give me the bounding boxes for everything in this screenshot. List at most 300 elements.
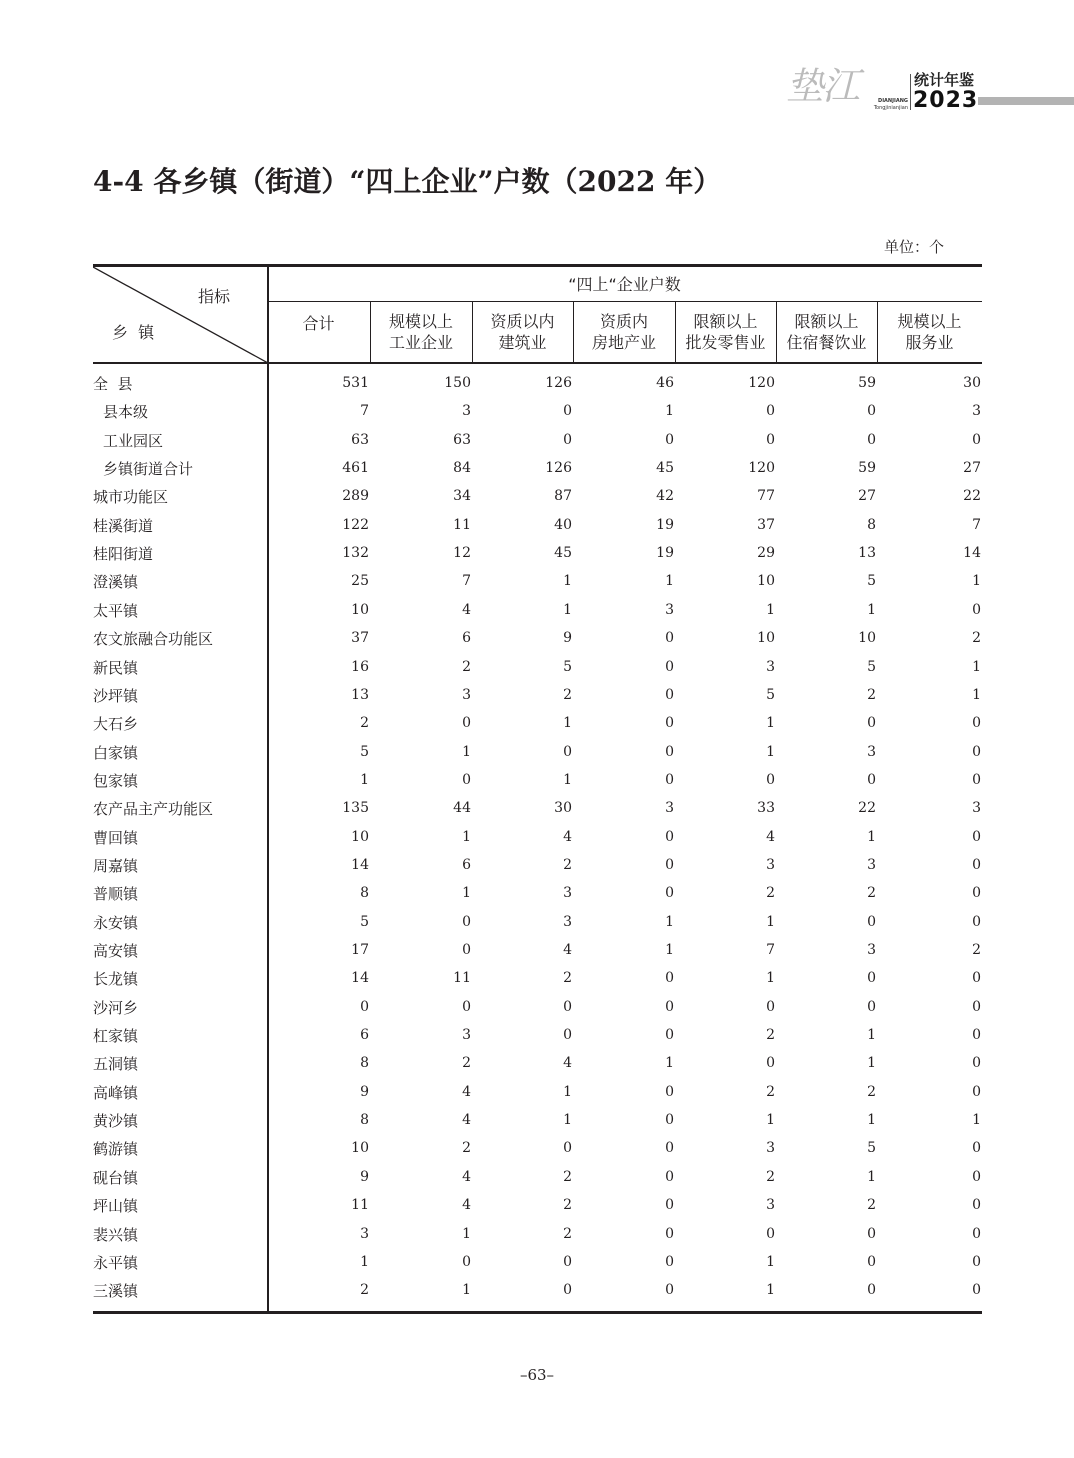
table-row: [93, 1110, 982, 1138]
cell-value: 122: [342, 516, 369, 533]
cell-value: 16: [351, 658, 369, 675]
cell-value: 59: [858, 460, 876, 477]
cell-value: 3: [360, 1225, 369, 1242]
column-header: [776, 311, 877, 353]
cell-value: 2: [766, 885, 775, 902]
cell-value: 1: [462, 1225, 471, 1242]
logo-pinyin: DIANJIANG: [878, 98, 908, 104]
cell-value: 0: [867, 1282, 876, 1299]
cell-value: 2: [867, 1197, 876, 1214]
cell-value: 0: [665, 1083, 674, 1100]
cell-value: 2: [563, 1168, 572, 1185]
cell-value: 0: [972, 431, 981, 448]
table-row: [93, 968, 982, 996]
cell-value: 0: [972, 743, 981, 760]
cell-value: 0: [563, 1027, 572, 1044]
cell-value: 0: [867, 1253, 876, 1270]
cell-value: 0: [972, 828, 981, 845]
cell-value: 3: [462, 686, 471, 703]
cell-value: 10: [757, 630, 775, 647]
column-header-line: 规模以上: [388, 312, 453, 331]
row-label: 农产品主产功能区: [93, 800, 214, 819]
column-header-line: 住宿餐饮业: [786, 333, 867, 352]
cell-value: 1: [867, 1168, 876, 1185]
table-row: [93, 1053, 982, 1081]
column-header: [472, 311, 573, 353]
cell-value: 0: [462, 1253, 471, 1270]
cell-value: 5: [867, 1140, 876, 1157]
cell-value: 1: [867, 1027, 876, 1044]
cell-value: 13: [858, 545, 876, 562]
cell-value: 1: [462, 828, 471, 845]
cell-value: 8: [360, 1055, 369, 1072]
cell-value: 4: [563, 828, 572, 845]
cell-value: 19: [656, 545, 674, 562]
cell-value: 0: [665, 1253, 674, 1270]
cell-value: 46: [656, 375, 674, 391]
cell-value: 4: [462, 1112, 471, 1129]
cell-value: 42: [656, 488, 674, 505]
cell-value: 2: [766, 1083, 775, 1100]
cell-value: 0: [867, 998, 876, 1015]
cell-value: 2: [972, 942, 981, 958]
logo-divider: [910, 74, 911, 110]
cell-value: 289: [342, 488, 369, 505]
cell-value: 6: [462, 630, 471, 647]
cell-value: 120: [748, 460, 775, 477]
column-header-line: 合计: [302, 314, 335, 333]
cell-value: 45: [656, 460, 674, 477]
row-label: 黄沙镇: [93, 1112, 139, 1131]
cell-value: 14: [351, 856, 369, 873]
cell-value: 0: [972, 913, 981, 930]
row-label: 高安镇: [93, 942, 139, 960]
cell-value: 0: [972, 1027, 981, 1044]
row-label: 坪山镇: [93, 1197, 139, 1216]
table-bottom-rule: [93, 1311, 982, 1314]
cell-value: 2: [462, 658, 471, 675]
cell-value: 2: [766, 1168, 775, 1185]
cell-value: 22: [963, 488, 981, 505]
cell-value: 0: [972, 715, 981, 732]
cell-value: 0: [972, 1282, 981, 1299]
cell-value: 27: [963, 460, 981, 477]
cell-value: 14: [963, 545, 981, 562]
cell-value: 4: [563, 942, 572, 958]
column-header: [370, 311, 472, 353]
column-header-line: 建筑业: [498, 333, 547, 352]
cell-value: 45: [554, 545, 572, 562]
column-header-line: 资质内: [599, 312, 648, 331]
cell-value: 19: [656, 516, 674, 533]
cell-value: 17: [351, 942, 369, 958]
cell-value: 2: [360, 715, 369, 732]
cell-value: 531: [342, 375, 369, 391]
cell-value: 0: [665, 885, 674, 902]
cell-value: 0: [972, 970, 981, 987]
table-row: [93, 1082, 982, 1110]
cell-value: 0: [665, 1282, 674, 1299]
table-row: [93, 685, 982, 713]
table-row: [93, 1138, 982, 1166]
table-row: [93, 657, 982, 685]
cell-value: 0: [972, 1197, 981, 1214]
cell-value: 0: [972, 1225, 981, 1242]
logo-pinyin-sub: Tongjinianjian: [873, 105, 908, 111]
cell-value: 0: [665, 743, 674, 760]
cell-value: 0: [563, 998, 572, 1015]
cell-value: 0: [665, 1225, 674, 1242]
cell-value: 27: [858, 488, 876, 505]
table-row: [93, 997, 982, 1025]
cell-value: 11: [453, 970, 471, 987]
cell-value: 0: [462, 998, 471, 1015]
column-header-line: 房地产业: [591, 333, 656, 352]
cell-value: 0: [665, 828, 674, 845]
cell-value: 37: [757, 516, 775, 533]
row-label: 长龙镇: [93, 970, 139, 989]
cell-value: 1: [665, 942, 674, 958]
cell-value: 84: [453, 460, 471, 477]
cell-value: 37: [351, 630, 369, 647]
cell-value: 3: [665, 601, 674, 618]
cell-value: 3: [766, 1140, 775, 1157]
cell-value: 3: [972, 800, 981, 817]
cell-value: 3: [766, 658, 775, 675]
table-row: [93, 798, 982, 826]
cell-value: 0: [563, 1282, 572, 1299]
cell-value: 0: [867, 970, 876, 987]
row-label: 桂溪街道: [93, 516, 154, 535]
cell-value: 1: [665, 913, 674, 930]
cell-value: 1: [972, 573, 981, 590]
table-row: [93, 1167, 982, 1195]
cell-value: 4: [462, 1197, 471, 1214]
cell-value: 14: [351, 970, 369, 987]
cell-value: 0: [972, 1253, 981, 1270]
logo-title: 统计年鉴: [914, 71, 975, 89]
cell-value: 4: [462, 601, 471, 618]
cell-value: 0: [766, 431, 775, 448]
cell-value: 0: [972, 1055, 981, 1072]
cell-value: 2: [972, 630, 981, 647]
cell-value: 3: [766, 856, 775, 873]
cell-value: 0: [665, 771, 674, 788]
cell-value: 0: [665, 1027, 674, 1044]
cell-value: 5: [563, 658, 572, 675]
cell-value: 44: [453, 800, 471, 817]
row-label: 大石乡: [93, 715, 139, 734]
cell-value: 0: [462, 913, 471, 930]
row-label: 桂阳街道: [93, 545, 154, 564]
column-header: [267, 313, 370, 334]
cell-value: 63: [453, 431, 471, 448]
table-row: [93, 373, 982, 401]
cell-value: 1: [766, 913, 775, 930]
cell-value: 3: [867, 856, 876, 873]
cell-value: 1: [360, 771, 369, 788]
cell-value: 150: [444, 375, 471, 391]
cell-value: 3: [867, 942, 876, 958]
cell-value: 1: [972, 658, 981, 675]
cell-value: 0: [665, 1168, 674, 1185]
row-label: 砚台镇: [93, 1168, 139, 1187]
cell-value: 0: [360, 998, 369, 1015]
column-header: [573, 311, 675, 353]
table-row: [93, 486, 982, 514]
page-title: 4-4 各乡镇（街道）“四上企业”户数（2022 年）: [93, 165, 722, 198]
table-row: [93, 940, 982, 968]
row-label: 高峰镇: [93, 1083, 139, 1102]
cell-value: 0: [972, 1083, 981, 1100]
column-header-line: 限额以上: [794, 312, 859, 331]
cell-value: 4: [766, 828, 775, 845]
logo-calligraphy: 垫江: [786, 64, 859, 108]
column-header-line: 批发零售业: [685, 333, 766, 352]
cell-value: 8: [867, 516, 876, 533]
cell-value: 5: [360, 743, 369, 760]
cell-value: 3: [462, 1027, 471, 1044]
row-label: 乡镇街道合计: [103, 460, 194, 479]
cell-value: 10: [858, 630, 876, 647]
column-header-line: 限额以上: [693, 312, 758, 331]
cell-value: 0: [972, 1168, 981, 1185]
cell-value: 2: [462, 1140, 471, 1157]
column-header: [877, 311, 982, 353]
table-row: [93, 543, 982, 571]
cell-value: 0: [665, 998, 674, 1015]
cell-value: 7: [360, 403, 369, 420]
cell-value: 0: [462, 715, 471, 732]
cell-value: 0: [665, 658, 674, 675]
group-header: “四上“企业户数: [568, 275, 681, 294]
cell-value: 0: [972, 856, 981, 873]
cell-value: 1: [563, 573, 572, 590]
header-bar: [978, 97, 1074, 105]
cell-value: 0: [665, 1112, 674, 1129]
cell-value: 1: [563, 1112, 572, 1129]
cell-value: 0: [972, 601, 981, 618]
cell-value: 30: [554, 800, 572, 817]
column-header-line: 资质以内: [490, 312, 555, 331]
cell-value: 87: [554, 488, 572, 505]
cell-value: 1: [766, 970, 775, 987]
row-label: 县本级: [103, 403, 149, 422]
table-row: [93, 571, 982, 599]
cell-value: 0: [563, 403, 572, 420]
table-row: [93, 1195, 982, 1223]
cell-value: 10: [351, 1140, 369, 1157]
unit-label: 单位：个: [884, 238, 945, 256]
cell-value: 77: [757, 488, 775, 505]
cell-value: 5: [867, 573, 876, 590]
cell-value: 126: [545, 375, 572, 391]
row-label: 裴兴镇: [93, 1225, 139, 1244]
cell-value: 10: [351, 828, 369, 845]
cell-value: 2: [867, 686, 876, 703]
column-header: [675, 311, 776, 353]
cell-value: 11: [453, 516, 471, 533]
cell-value: 2: [563, 1225, 572, 1242]
cell-value: 7: [766, 942, 775, 958]
cell-value: 9: [360, 1168, 369, 1185]
cell-value: 13: [351, 686, 369, 703]
cell-value: 10: [757, 573, 775, 590]
cell-value: 5: [867, 658, 876, 675]
cell-value: 0: [867, 403, 876, 420]
cell-value: 135: [342, 800, 369, 817]
row-label: 普顺镇: [93, 885, 139, 904]
cell-value: 3: [665, 800, 674, 817]
cell-value: 0: [563, 743, 572, 760]
table-row: [93, 1252, 982, 1280]
cell-value: 1: [972, 686, 981, 703]
cell-value: 2: [867, 885, 876, 902]
row-label: 五洞镇: [93, 1055, 139, 1074]
table-row: [93, 770, 982, 798]
table-row: [93, 515, 982, 543]
cell-value: 3: [462, 403, 471, 420]
cell-value: 0: [665, 686, 674, 703]
cell-value: 1: [563, 1083, 572, 1100]
cell-value: 7: [462, 573, 471, 590]
row-label: 曹回镇: [93, 828, 139, 847]
cell-value: 2: [867, 1083, 876, 1100]
cell-value: 1: [665, 573, 674, 590]
cell-value: 1: [665, 403, 674, 420]
corner-diagonal: [93, 267, 268, 363]
table-row: [93, 713, 982, 741]
table-row: [93, 458, 982, 486]
row-label: 永平镇: [93, 1253, 139, 1272]
table-row: [93, 1280, 982, 1308]
row-label: 工业园区: [103, 431, 164, 450]
cell-value: 33: [757, 800, 775, 817]
column-header-line: 服务业: [905, 333, 954, 352]
cell-value: 0: [665, 1197, 674, 1214]
cell-value: 9: [360, 1083, 369, 1100]
cell-value: 25: [351, 573, 369, 590]
cell-value: 0: [665, 970, 674, 987]
row-label: 太平镇: [93, 601, 139, 620]
cell-value: 2: [360, 1282, 369, 1299]
row-label: 新民镇: [93, 658, 139, 677]
cell-value: 1: [462, 885, 471, 902]
cell-value: 0: [867, 1225, 876, 1242]
cell-value: 2: [563, 1197, 572, 1214]
cell-value: 5: [766, 686, 775, 703]
row-label: 全 县: [93, 375, 133, 393]
column-header-line: 规模以上: [897, 312, 962, 331]
row-label: 沙河乡: [93, 998, 139, 1017]
cell-value: 0: [766, 1055, 775, 1072]
cell-value: 22: [858, 800, 876, 817]
cell-value: 2: [766, 1027, 775, 1044]
cell-value: 34: [453, 488, 471, 505]
cell-value: 126: [545, 460, 572, 477]
cell-value: 7: [972, 516, 981, 533]
row-label: 鹤游镇: [93, 1140, 139, 1159]
cell-value: 461: [342, 460, 369, 477]
cell-value: 1: [766, 601, 775, 618]
cell-value: 0: [972, 771, 981, 788]
cell-value: 63: [351, 431, 369, 448]
logo-year: 2023: [913, 88, 979, 113]
row-label: 三溪镇: [93, 1282, 139, 1301]
cell-value: 4: [462, 1168, 471, 1185]
table-row: [93, 430, 982, 458]
header-divider: [267, 301, 982, 302]
row-label: 沙坪镇: [93, 686, 139, 705]
table-row: [93, 883, 982, 911]
cell-value: 0: [563, 1253, 572, 1270]
cell-value: 11: [351, 1197, 369, 1214]
table-row: [93, 827, 982, 855]
cell-value: 0: [867, 431, 876, 448]
table-row: [93, 1224, 982, 1252]
cell-value: 1: [462, 743, 471, 760]
cell-value: 1: [867, 1055, 876, 1072]
cell-value: 0: [563, 1140, 572, 1157]
cell-value: 1: [766, 1253, 775, 1270]
cell-value: 1: [766, 715, 775, 732]
table-row: [93, 600, 982, 628]
row-label: 永安镇: [93, 913, 139, 932]
page-number: –63–: [519, 1366, 555, 1384]
cell-value: 0: [665, 431, 674, 448]
row-label: 周嘉镇: [93, 856, 139, 875]
cell-value: 1: [867, 601, 876, 618]
row-label: 白家镇: [93, 743, 139, 762]
cell-value: 0: [766, 403, 775, 420]
cell-value: 1: [867, 828, 876, 845]
cell-value: 1: [665, 1055, 674, 1072]
cell-value: 1: [563, 601, 572, 618]
cell-value: 3: [867, 743, 876, 760]
cell-value: 29: [757, 545, 775, 562]
table-row: [93, 401, 982, 429]
cell-value: 2: [462, 1055, 471, 1072]
cell-value: 0: [665, 715, 674, 732]
corner-township-label: 乡 镇: [112, 323, 155, 342]
cell-value: 2: [563, 686, 572, 703]
cell-value: 4: [563, 1055, 572, 1072]
cell-value: 10: [351, 601, 369, 618]
cell-value: 1: [972, 1112, 981, 1129]
cell-value: 3: [972, 403, 981, 420]
cell-value: 0: [972, 998, 981, 1015]
cell-value: 0: [766, 1225, 775, 1242]
cell-value: 1: [766, 1112, 775, 1129]
cell-value: 40: [554, 516, 572, 533]
cell-value: 0: [766, 771, 775, 788]
cell-value: 1: [563, 715, 572, 732]
row-label: 杠家镇: [93, 1027, 139, 1046]
cell-value: 5: [360, 913, 369, 930]
row-label: 澄溪镇: [93, 573, 139, 592]
cell-value: 0: [665, 856, 674, 873]
cell-value: 0: [867, 715, 876, 732]
table-row: [93, 855, 982, 883]
cell-value: 1: [867, 1112, 876, 1129]
cell-value: 0: [665, 1140, 674, 1157]
cell-value: 132: [342, 545, 369, 562]
row-label: 农文旅融合功能区: [93, 630, 214, 649]
table-row: [93, 912, 982, 940]
cell-value: 3: [563, 885, 572, 902]
cell-value: 1: [766, 743, 775, 760]
cell-value: 0: [867, 771, 876, 788]
